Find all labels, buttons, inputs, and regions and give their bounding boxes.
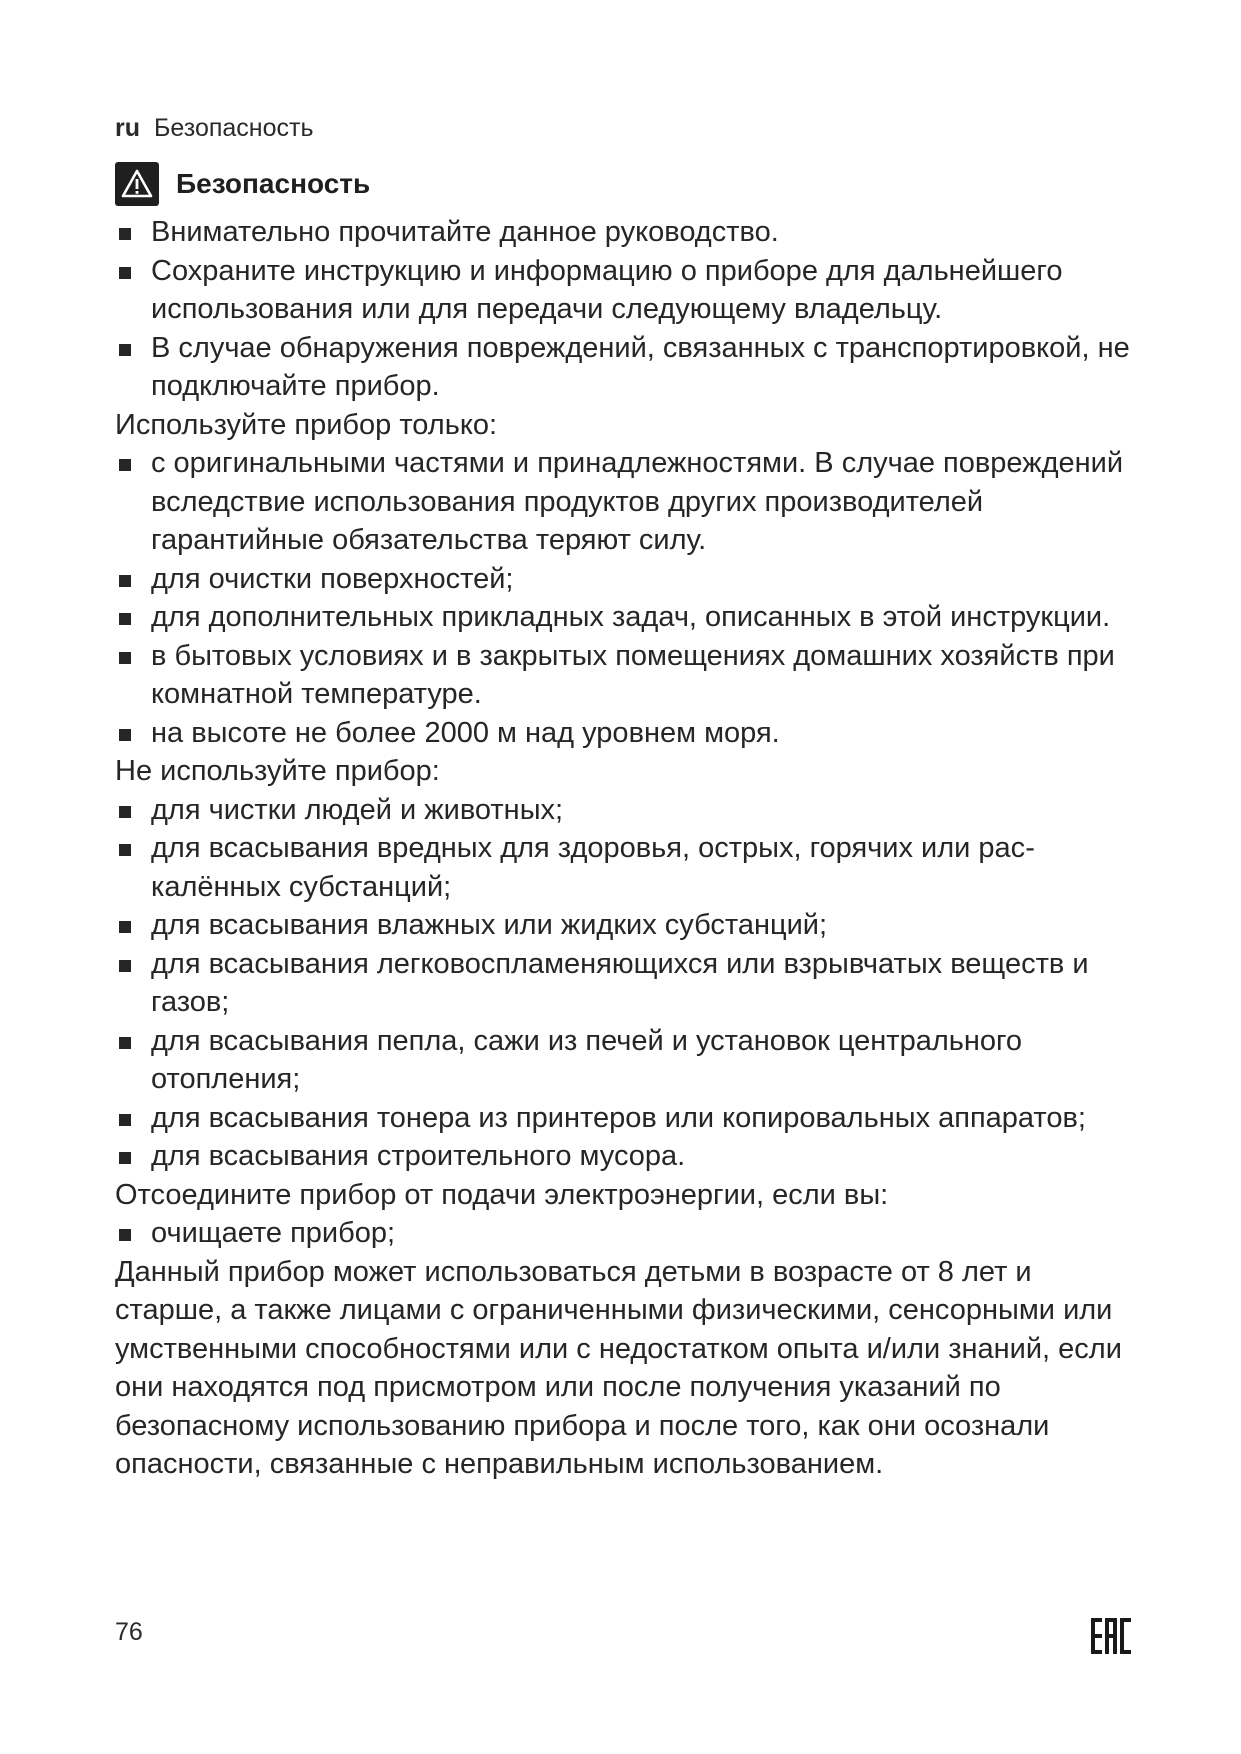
list-item: для всасывания легковоспламеняющихся или взрывчатых веществ и газов; xyxy=(115,945,1145,1022)
page-header xyxy=(115,112,313,144)
page-number: 76 xyxy=(115,1618,143,1646)
list-item: для чистки людей и животных; xyxy=(115,791,1145,830)
bullet-list xyxy=(115,791,1145,1176)
list-item: для очистки поверхностей; xyxy=(115,560,1145,599)
header-section-name: Безопасность xyxy=(154,114,314,142)
list-item: Внимательно прочитайте данное руководство. xyxy=(115,213,1145,252)
section-title: Безопасность xyxy=(176,168,371,199)
paragraph: Не используйте прибор: xyxy=(115,755,440,787)
list-item: для всасывания тонера из принтеров или копировальных аппаратов; xyxy=(115,1099,1145,1138)
list-item: на высоте не более 2000 м над уровнем моря. xyxy=(115,714,1145,753)
list-item: В случае обнаружения повреждений, связанных с транспортировкой, не подключайте прибор. xyxy=(115,329,1145,406)
bullet-list xyxy=(115,213,1145,406)
eac-certification-mark-icon xyxy=(1091,1616,1131,1656)
list-item: для дополнительных прикладных задач, описанных в этой инструкции. xyxy=(115,598,1145,637)
paragraph: Отсоедините прибор от подачи электроэнергии, если вы: xyxy=(115,1178,889,1211)
section-heading xyxy=(115,162,370,206)
bullet-list xyxy=(115,1214,1145,1253)
list-item: для всасывания влажных или жидких субстанций; xyxy=(115,906,1145,945)
safety-content xyxy=(115,213,1145,1484)
list-item: для всасывания строительного мусора. xyxy=(115,1137,1145,1176)
list-item: для всасывания вредных для здоровья, острых, горячих или раскалённых субстанций; xyxy=(115,829,1145,906)
warning-icon xyxy=(115,162,159,206)
list-item: для всасывания пепла, сажи из печей и установок центрального отопления; xyxy=(115,1022,1145,1099)
paragraph: Используйте прибор только: xyxy=(115,408,498,441)
paragraph: Данный прибор может использоваться детьми в возрасте от 8 лет и старше, а также лицами с ограниченными физическими, сенсорными или умственными способностями или с недостатком опыта и/или знаний, если они находятся под присмотром или после получения указаний по безопасному использованию прибора и после того, как они осознали опасности, связанные с неправильным использованием. xyxy=(115,1255,1122,1480)
list-item: Сохраните инструкцию и информацию о приборе для дальнейшего использования или для передачи следующему владельцу. xyxy=(115,252,1145,329)
list-item: с оригинальными частями и принадлежностями. В случае повреждений вследствие использования продуктов других производителей гарантийные обязательства теряют силу. xyxy=(115,444,1145,560)
list-item: очищаете прибор; xyxy=(115,1214,1145,1253)
bullet-list xyxy=(115,444,1145,752)
list-item: в бытовых условиях и в закрытых помещениях домашних хозяйств при комнатной температуре. xyxy=(115,637,1145,714)
language-code: ru xyxy=(115,114,140,142)
